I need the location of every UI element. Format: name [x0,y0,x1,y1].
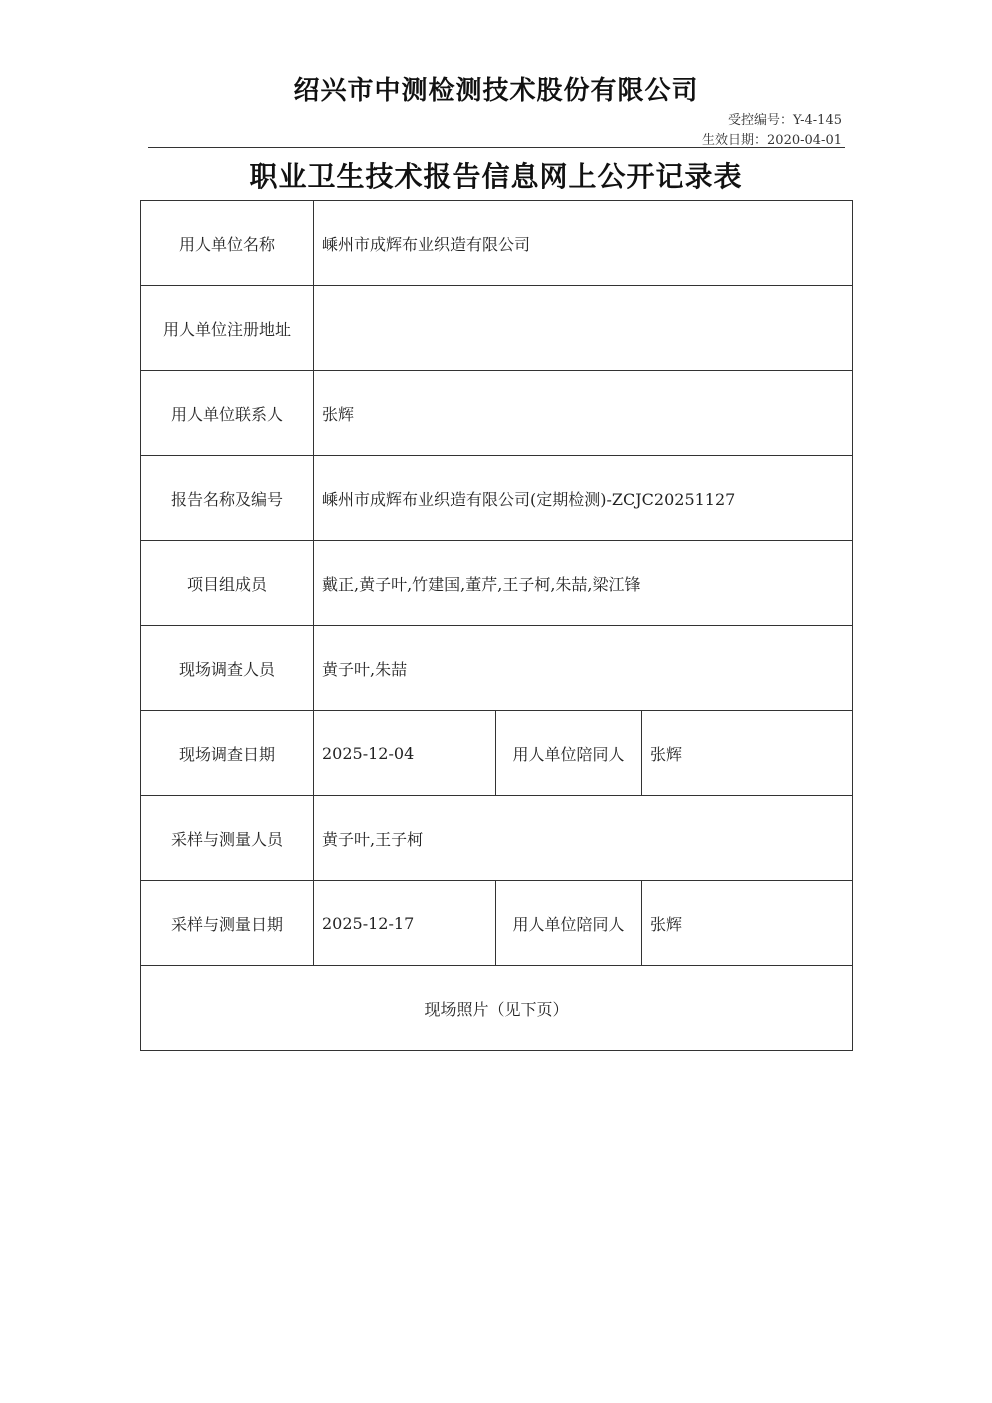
employer-contact-label: 用人单位联系人 [141,371,314,456]
sampling-companion-value: 张辉 [642,881,853,966]
table-row [141,966,853,1051]
survey-companion-label: 用人单位陪同人 [496,711,642,796]
employer-address-label: 用人单位注册地址 [141,286,314,371]
survey-date-label: 现场调查日期 [141,711,314,796]
employer-name-value: 嵊州市成辉布业织造有限公司 [314,201,853,286]
employer-name-label: 用人单位名称 [141,201,314,286]
form-title: 职业卫生技术报告信息网上公开记录表 [249,160,743,193]
table-row [141,881,853,966]
survey-staff-value: 黄子叶,朱喆 [314,626,853,711]
report-name-label: 报告名称及编号 [141,456,314,541]
sampling-staff-label: 采样与测量人员 [141,796,314,881]
sampling-staff-value: 黄子叶,王子柯 [314,796,853,881]
header-divider [148,147,845,148]
record-table [140,200,853,1051]
project-members-label: 项目组成员 [141,541,314,626]
table-row [141,201,853,286]
site-photos-note: 现场照片（见下页） [141,966,853,1051]
survey-date-value: 2025-12-04 [314,711,496,796]
sampling-date-label: 采样与测量日期 [141,881,314,966]
effective-date: 生效日期：2020-04-01 [702,133,842,148]
sampling-date-value: 2025-12-17 [314,881,496,966]
sampling-companion-label: 用人单位陪同人 [496,881,642,966]
employer-contact-value: 张辉 [314,371,853,456]
table-row [141,371,853,456]
table-row [141,796,853,881]
control-number: 受控编号：Y-4-145 [727,113,842,128]
table-row [141,541,853,626]
survey-companion-value: 张辉 [642,711,853,796]
table-row [141,286,853,371]
table-row [141,456,853,541]
project-members-value: 戴正,黄子叶,竹建国,董芹,王子柯,朱喆,梁江锋 [314,541,853,626]
company-name: 绍兴市中测检测技术股份有限公司 [293,76,699,106]
table-row [141,711,853,796]
table-row [141,626,853,711]
report-name-value: 嵊州市成辉布业织造有限公司(定期检测)-ZCJC20251127 [314,456,853,541]
survey-staff-label: 现场调查人员 [141,626,314,711]
employer-address-value [314,286,853,371]
